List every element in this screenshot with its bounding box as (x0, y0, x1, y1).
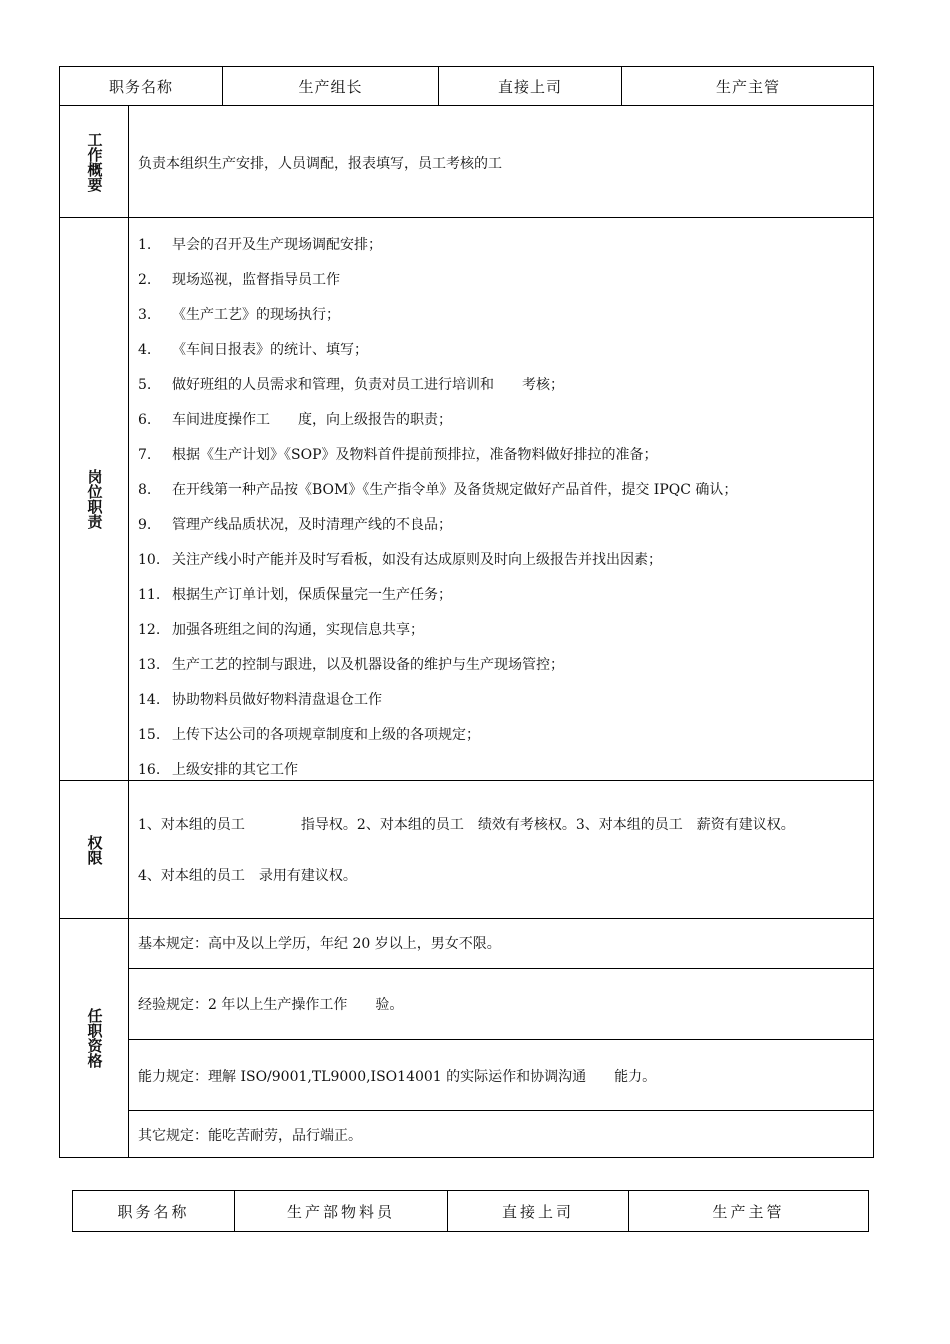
row-divider (128, 1110, 873, 1111)
qualification-experience: 经验规定：2 年以上生产操作工作 验。 (138, 997, 404, 1013)
job-table-2 (72, 1190, 869, 1232)
row-divider (60, 105, 873, 106)
label-column-divider (128, 105, 129, 1157)
list-item: 6. 车间进度操作工 度，向上级报告的职责； (138, 412, 452, 428)
qualification-other: 其它规定：能吃苦耐劳，品行端正。 (138, 1128, 362, 1144)
list-item: 15. 上传下达公司的各项规章制度和上级的各项规定； (138, 727, 480, 743)
section-label-qualification: 任职资格 (85, 1008, 104, 1068)
list-item: 12. 加强各班组之间的沟通，实现信息共享； (138, 622, 424, 638)
value-job-title: 生产部物料员 (286, 1202, 395, 1221)
qualification-ability: 能力规定：理解 ISO/9001,TL9000,ISO14001 的实际运作和协调沟通 能力。 (138, 1069, 657, 1085)
list-item: 10. 关注产线小时产能并及时写看板，如没有达成原则及时向上级报告并找出因素； (138, 552, 662, 568)
list-item: 11. 根据生产订单计划，保质保量完一生产任务； (138, 587, 452, 603)
summary-text: 负责本组织生产安排，人员调配，报表填写，员工考核的工 (138, 156, 502, 172)
section-label-authority: 权限 (85, 834, 104, 865)
value-job-title: 生产组长 (298, 77, 363, 96)
section-label-duties: 岗位职责 (85, 469, 104, 529)
row-divider (128, 968, 873, 969)
list-item: 8. 在开线第一种产品按《BOM》《生产指令单》及备货规定做好产品首件，提交 IPQC 确认； (138, 482, 738, 498)
row-divider (60, 918, 873, 919)
list-item: 4. 《车间日报表》的统计、填写； (138, 342, 368, 358)
label-superior: 直接上司 (497, 77, 562, 96)
row-divider (128, 1039, 873, 1040)
value-superior: 生产主管 (712, 1202, 785, 1221)
label-job-title: 职务名称 (108, 77, 173, 96)
list-item: 5. 做好班组的人员需求和管理，负责对员工进行培训和 考核； (138, 377, 564, 393)
label-superior: 直接上司 (501, 1202, 574, 1221)
label-job-title: 职务名称 (117, 1202, 190, 1221)
authority-line-2: 4、对本组的员工 录用有建议权。 (138, 868, 357, 884)
list-item: 14. 协助物料员做好物料清盘退仓工作 (138, 692, 382, 708)
list-item: 13. 生产工艺的控制与跟进，以及机器设备的维护与生产现场管控； (138, 657, 564, 673)
list-item: 2. 现场巡视，监督指导员工作 (138, 272, 340, 288)
list-item: 1. 早会的召开及生产现场调配安排； (138, 237, 382, 253)
list-item: 16. 上级安排的其它工作 (138, 762, 298, 778)
list-item: 9. 管理产线品质状况，及时清理产线的不良品； (138, 517, 452, 533)
list-item: 3. 《生产工艺》的现场执行； (138, 307, 340, 323)
row-divider (60, 780, 873, 781)
job-table-1 (59, 66, 874, 1158)
qualification-basic: 基本规定：高中及以上学历，年纪 20 岁以上，男女不限。 (138, 936, 501, 952)
value-superior: 生产主管 (715, 77, 780, 96)
section-label-summary: 工作概要 (85, 131, 104, 192)
row-divider (60, 217, 873, 218)
list-item: 7. 根据《生产计划》《SOP》及物料首件提前预排拉，准备物料做好排拉的准备； (138, 447, 658, 463)
authority-line-1: 1、对本组的员工 指导权。2、对本组的员工 绩效有考核权。3、对本组的员工 薪资有建议权。 (138, 817, 795, 833)
